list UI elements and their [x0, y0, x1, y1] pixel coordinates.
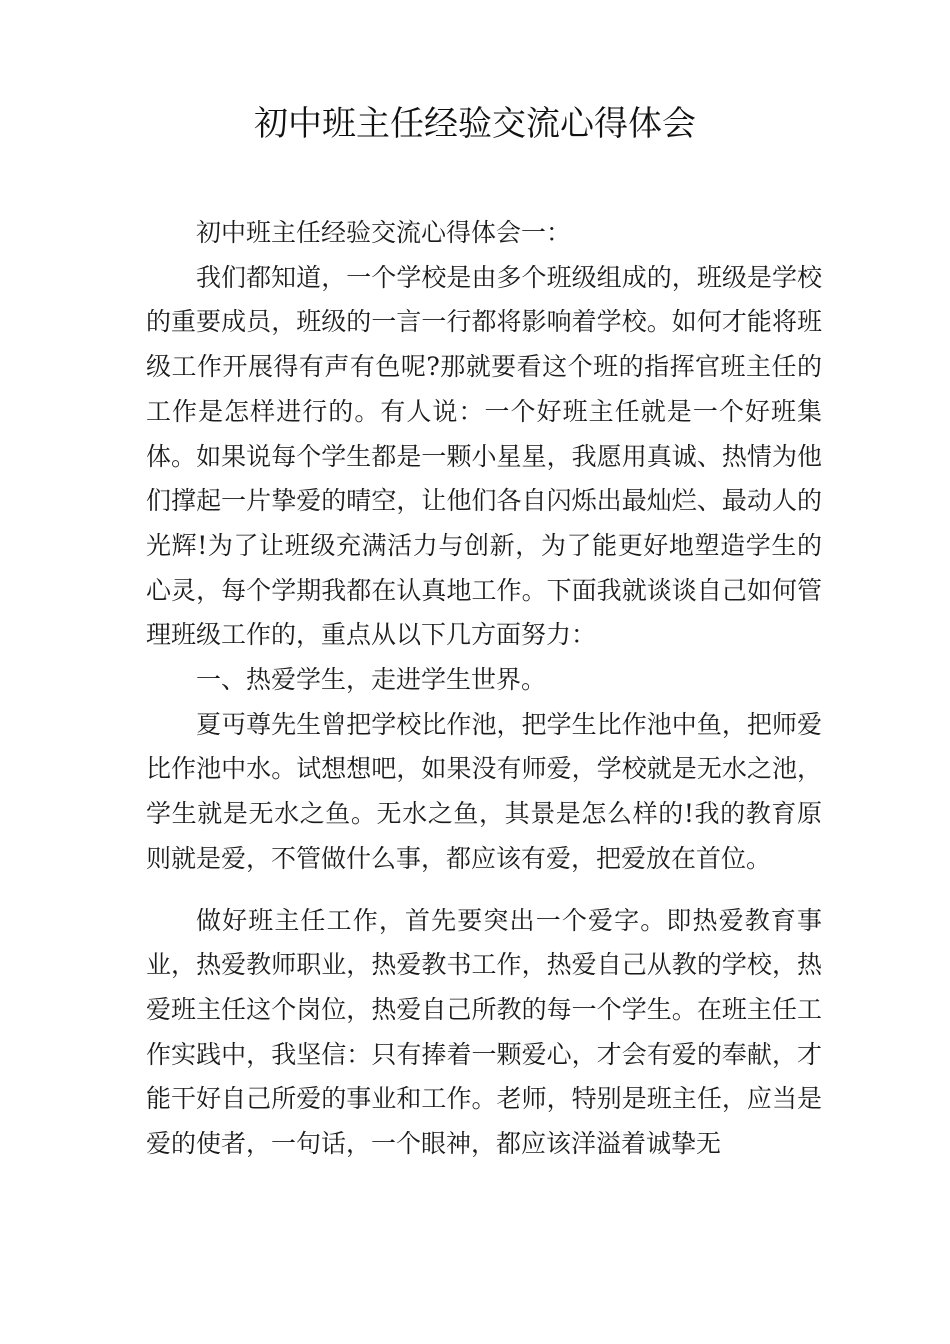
- paragraph-love-first: 做好班主任工作，首先要突出一个爱字。即热爱教育事业，热爱教师职业，热爱教书工作，热爱自己从教的学校，热爱班主任这个岗位，热爱自己所教的每一个学生。在班主任工作实践中，我坚信：只有捧着一颗爱心，才会有爱的奉献，才能干好自己所爱的事业和工作。老师，特别是班主任，应当是爱的使者，一句话，一个眼神，都应该洋溢着诚挚无: [146, 905, 822, 1159]
- paragraph-point-one-heading: 一、热爱学生，走进学生世界。: [196, 665, 547, 695]
- paragraph-xia-mianzun: 夏丏尊先生曾把学校比作池，把学生比作池中鱼，把师爱比作池中水。试想想吧，如果没有师爱，学校就是无水之池，学生就是无水之鱼。无水之鱼，其景是怎么样的!我的教育原则就是爱，不管做什么事，都应该有爱，把爱放在首位。: [146, 709, 822, 873]
- document-body: [146, 211, 822, 1167]
- paragraph-section-heading: 初中班主任经验交流心得体会一：: [196, 218, 572, 247]
- document-title: 初中班主任经验交流心得体会: [254, 104, 696, 144]
- paragraph-intro: 我们都知道，一个学校是由多个班级组成的，班级是学校的重要成员，班级的一言一行都将影响着学校。如何才能将班级工作开展得有声有色呢?那就要看这个班的指挥官班主任的工作是怎样进行的。有人说：一个好班主任就是一个好班集体。如果说每个学生都是一颗小星星，我愿用真诚、热情为他们撑起一片挚爱的晴空，让他们各自闪烁出最灿烂、最动人的光辉!为了让班级充满活力与创新，为了能更好地塑造学生的心灵，每个学期我都在认真地工作。下面我就谈谈自己如何管理班级工作的，重点从以下几方面努力：: [146, 262, 822, 650]
